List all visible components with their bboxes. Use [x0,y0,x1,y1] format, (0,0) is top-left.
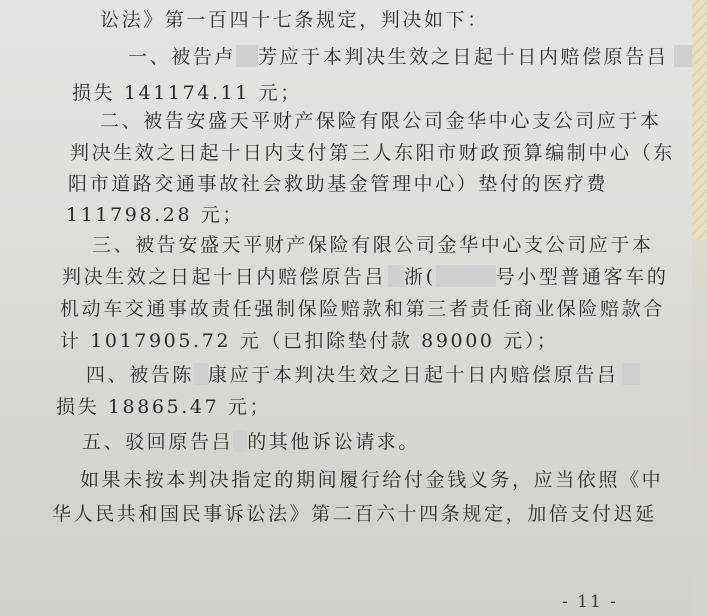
item-3-line-2 [62,265,668,289]
text: 号小型普通客车的 [495,266,669,288]
text: 二、被告安盛天平财产保险有限公司金华中心支公司应于本 [100,110,662,132]
text: 一、被告卢 [128,46,237,68]
page-edge-binding [692,0,707,240]
item-5-line [82,430,420,454]
text: 芳应于本判决生效之日起十日内赔偿原告吕 [258,46,669,68]
redacted-name [388,265,404,287]
text: 损失 18865.47 元； [56,396,272,418]
text: 讼法》第一百四十七条规定，判决如下： [100,9,489,31]
text: 判决生效之日起十日内支付第三人东阳市财政预算编制中心（东 [70,142,675,164]
notice-line-2 [52,502,657,526]
text: 111798.28 元； [66,204,244,226]
item-2-line-4 [66,203,244,227]
notice-line-1 [80,468,663,492]
item-2-line-2 [70,141,675,165]
redacted-name [236,45,258,67]
text: 计 1017905.72 元（已扣除垫付款 89000 元）； [60,330,559,352]
redacted-name [622,363,640,385]
item-3-line-4 [60,329,559,353]
text: 阳市道路交通事故社会救助基金管理中心）垫付的医疗费 [68,173,609,195]
text: 浙( [404,266,436,288]
item-2-line-3 [68,172,608,196]
text: 机动车交通事故责任强制保险赔款和第三者责任商业保险赔款合 [60,298,665,320]
item-1-line-1 [128,45,694,69]
item-2-line-1 [100,109,662,133]
redacted-name [194,363,208,385]
text: 损失 141174.11 元； [72,82,302,104]
text: 三、被告安盛天平财产保险有限公司金华中心支公司应于本 [92,234,654,256]
text: 康应于本判决生效之日起十日内赔偿原告吕 [208,364,619,386]
redacted-name [233,430,247,452]
item-1-line-2 [72,81,302,105]
page-edge-shadow [692,240,707,616]
text: 四、被告陈 [86,364,195,386]
item-3-line-3 [60,297,665,321]
item-4-line-2 [56,395,271,419]
item-4-line-1 [86,363,640,387]
judgment-intro-line [100,8,489,32]
item-3-line-1 [92,233,654,257]
text: 如果未按本判决指定的期间履行给付金钱义务，应当依照《中 [80,469,664,491]
redacted-plate-number [436,265,496,287]
page-number: - 11 - [562,592,618,612]
text: 华人民共和国民事诉讼法》第二百六十四条规定，加倍支付迟延 [52,503,657,525]
text: 判决生效之日起十日内赔偿原告吕 [62,266,387,288]
text: 五、驳回原告吕 [82,431,234,453]
text: 的其他诉讼请求。 [247,431,421,453]
